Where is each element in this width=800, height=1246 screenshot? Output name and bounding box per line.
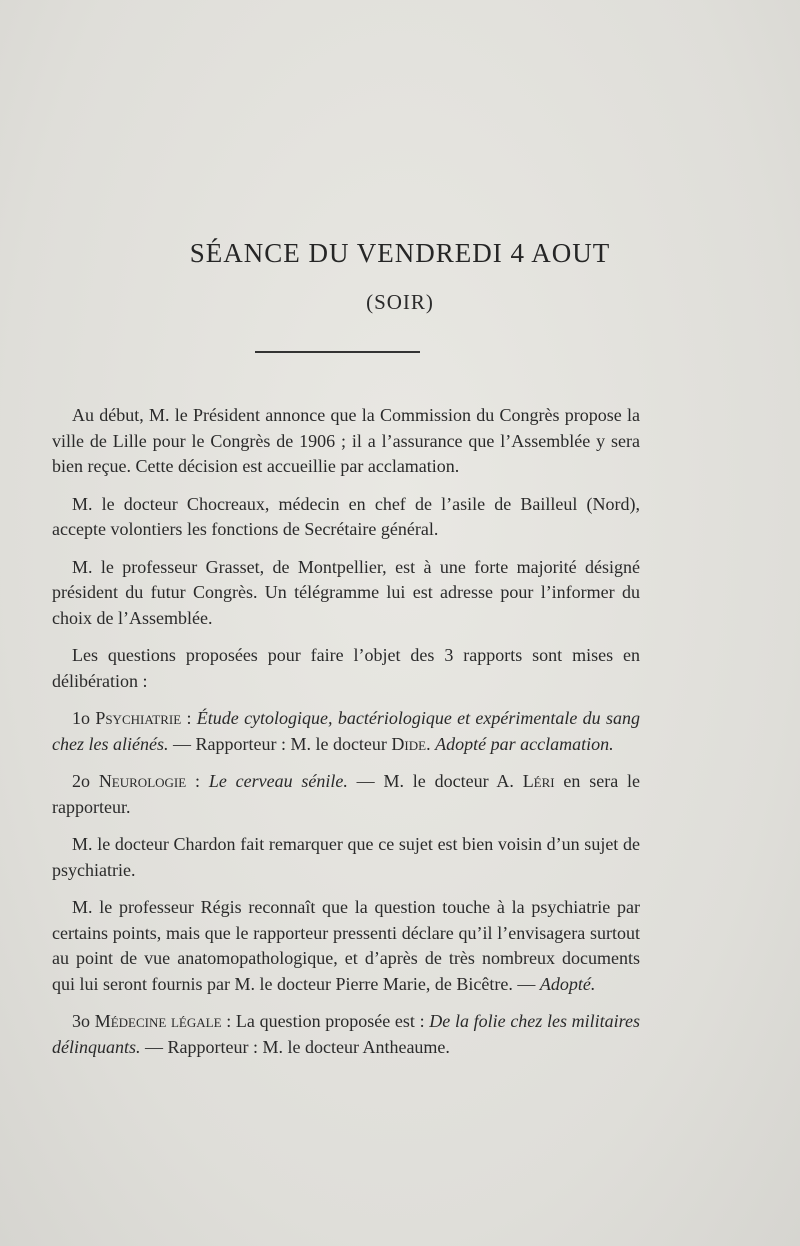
paragraph-chardon: M. le docteur Chardon fait remarquer que ce sujet est bien voisin d’un sujet de psychiatrie. — [52, 834, 640, 880]
minutes-body — [52, 403, 640, 1072]
item-end: en sera le rapporteur. — [52, 771, 640, 817]
item-separator: : La question proposée est : — [221, 1011, 430, 1031]
item-topic: Psychiatrie — [95, 708, 182, 728]
item-separator: : — [186, 771, 209, 791]
divider-rule — [255, 351, 420, 353]
item-number: 3o — [72, 1011, 90, 1031]
item-topic: Neurologie — [98, 771, 187, 791]
paragraph-item-2 — [52, 769, 640, 820]
item-topic: Médecine légale — [94, 1011, 222, 1031]
item-period: . — [426, 733, 436, 754]
item-title: Le cerveau sénile. — [208, 771, 348, 791]
paragraph-item-1 — [52, 706, 640, 757]
paragraph-opening: Au début, M. le Président annonce que la Commission du Congrès propose la ville de Lille pour le Congrès de 1906 ; il a l’assurance que l’Assemblée y sera bien reçue. Cette décision est accueillie par acclamation. — [52, 405, 640, 476]
session-heading: SÉANCE DU VENDREDI 4 AOUT — [189, 238, 611, 268]
item-separator: : — [181, 708, 197, 728]
paragraph-president: M. le professeur Grasset, de Montpellier, est à une forte majorité désigné président du futur Congrès. Un télégramme lui est adresse pour l’informer du choix de l’Assemblée. — [52, 556, 640, 628]
paragraph-regis — [52, 895, 640, 997]
item-person: Dide — [391, 733, 427, 754]
item-rapporteur: — M. le docteur A. — [347, 771, 523, 791]
paragraph-item-3 — [52, 1009, 640, 1060]
item-adopted: Adopté. — [539, 973, 596, 994]
item-number: 2o — [72, 771, 90, 791]
paragraph-questions-intro: Les questions proposées pour faire l’objet des 3 rapports sont mises en délibération : — [52, 645, 640, 691]
paragraph-secretary: M. le docteur Chocreaux, médecin en chef de l’asile de Bailleul (Nord), accepte volontiers les fonctions de Secrétaire général. — [52, 493, 640, 539]
item-rapporteur: — Rapporteur : M. le docteur — [168, 733, 392, 754]
item-number: 1o — [72, 708, 90, 728]
item-end: — Rapporteur : M. le docteur Antheaume. — [140, 1036, 450, 1057]
item-person: Léri — [522, 771, 555, 791]
regis-text: M. le professeur Régis reconnaît que la question touche à la psychiatrie par certains points, mais que le rapporteur pressenti déclare qu’il l’envisagera surtout au point de vue anatomopathologique, et d’après de très nombreux documents qui lui seront fournis par M. le docteur Pierre Marie, de Bicêtre. — — [52, 897, 640, 994]
item-title: Étude cytologique, bactériologique et expérimentale du sang chez les aliénés. — [52, 708, 640, 754]
session-subheading: (SOIR) — [366, 290, 434, 314]
item-title: De la folie chez les militaires délinquants. — [52, 1011, 640, 1057]
item-adopted: Adopté par acclamation. — [435, 733, 614, 754]
